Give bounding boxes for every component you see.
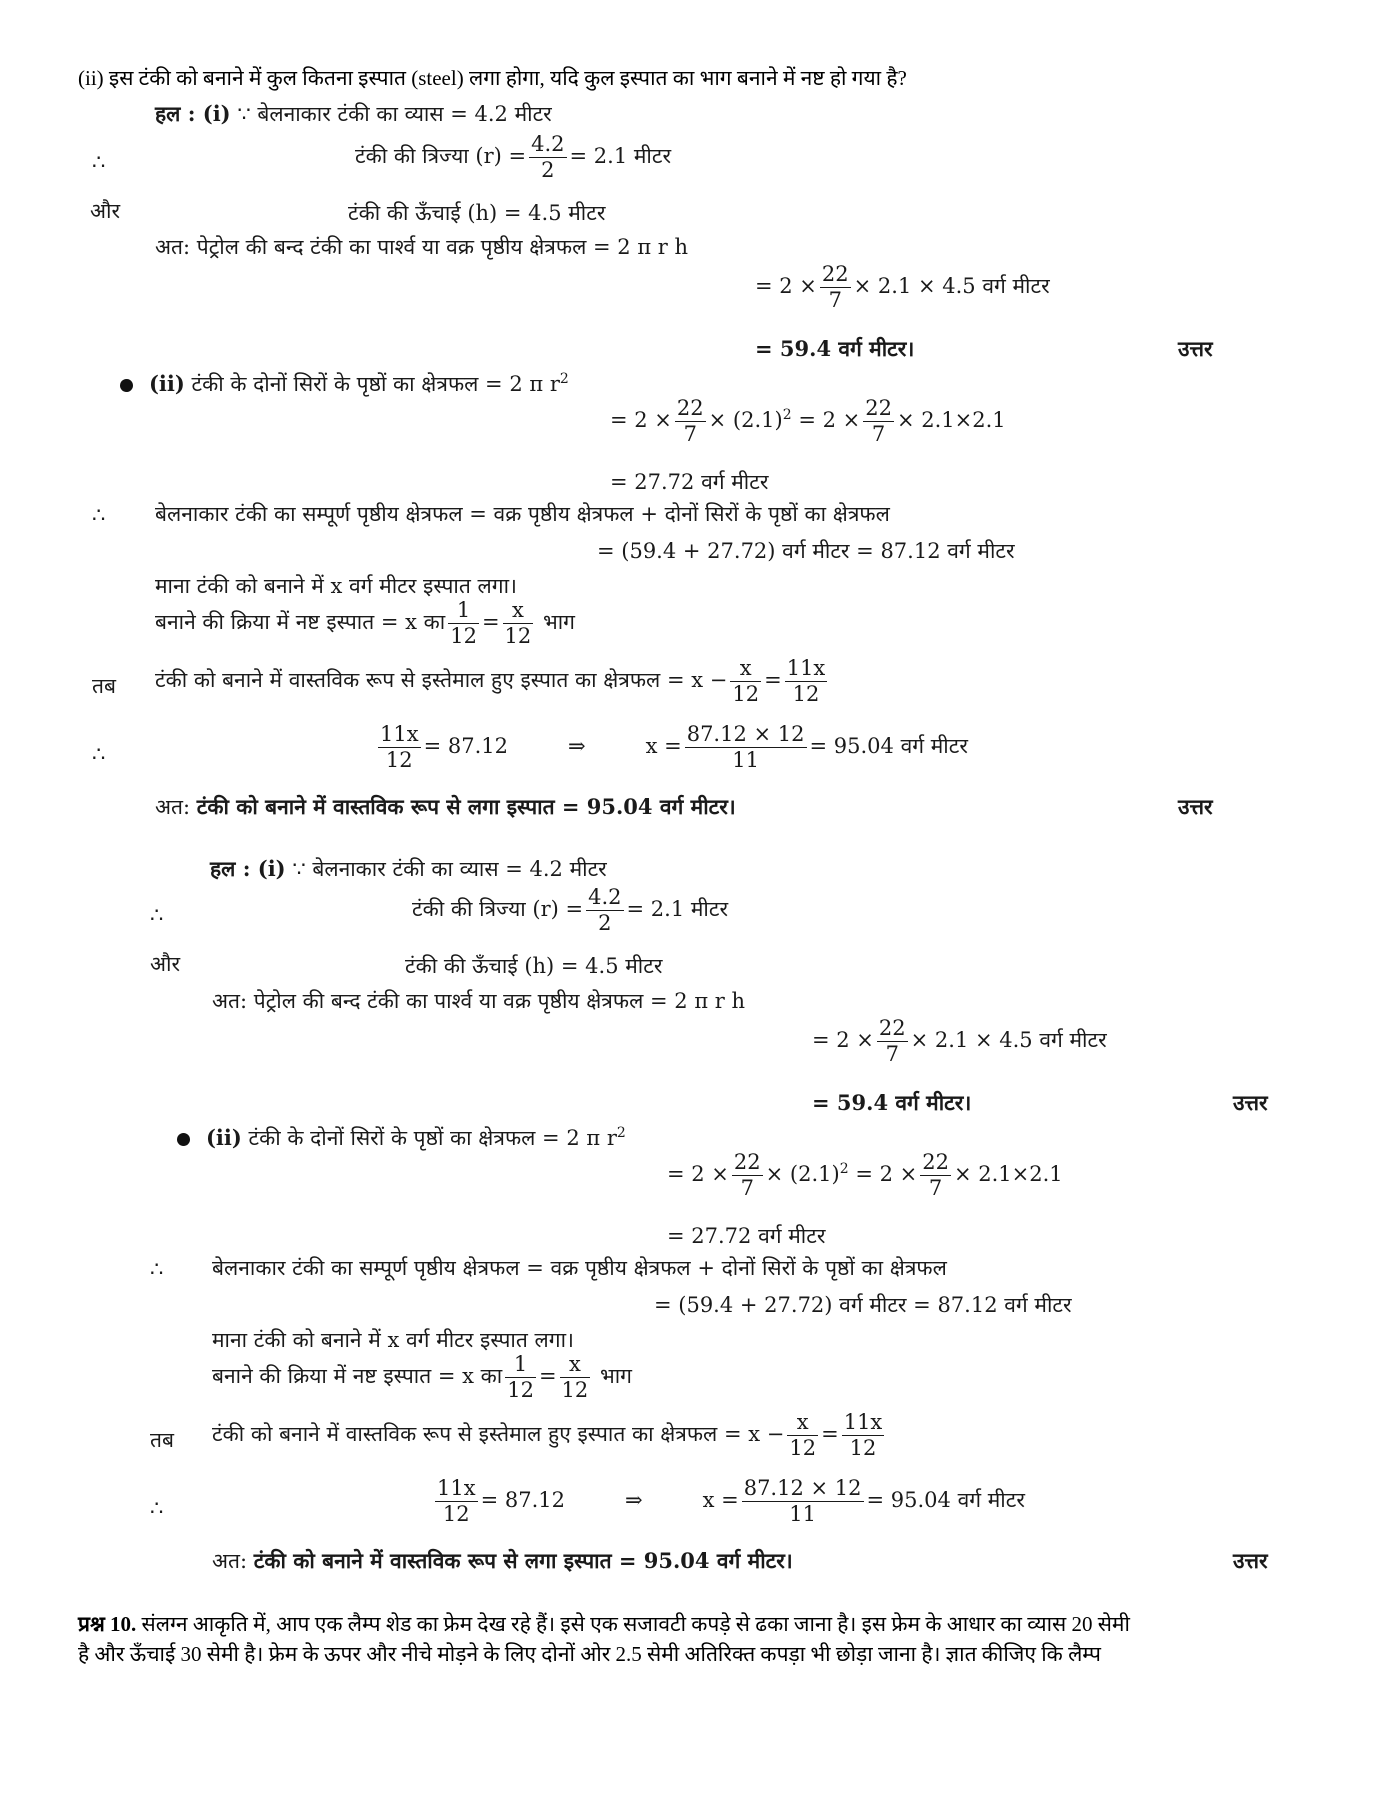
calc-text: अत: — [212, 1549, 248, 1573]
fraction — [435, 1476, 478, 1527]
curved-area-line: अत: पेट्रोल की बन्द टंकी का पार्श्व या वक्र पृष्ठीय क्षेत्रफल = 2 π r h — [212, 989, 746, 1013]
equals: = — [764, 668, 782, 692]
solve-line — [375, 722, 968, 773]
calc-text: अत: — [155, 795, 191, 819]
calc-text: टंकी को बनाने में वास्तविक रूप से इस्तेमाल हुए इस्पात का क्षेत्रफल = x − — [155, 668, 728, 692]
part-label: (ii) — [206, 1125, 242, 1150]
implies-arrow-icon: ⇒ — [567, 734, 586, 758]
calc-text: × 2.1 × 4.5 वर्ग मीटर — [910, 1028, 1107, 1052]
denominator: 12 — [732, 682, 760, 706]
numerator: 11x — [786, 656, 826, 680]
curved-area-calc — [812, 1016, 1107, 1067]
fraction — [529, 132, 566, 183]
question-10-line-2: है और ऊँचाई 30 सेमी है। फ्रेम के ऊपर और नीचे मोड़ने के लिए दोनों ओर 2.5 सेमी अतिरिक्त कपड़ा भी छोड़ा जाना है। ज्ञात कीजिए कि लैम्प — [78, 1642, 1101, 1666]
superscript: 2 — [559, 371, 569, 387]
denominator: 12 — [442, 1502, 470, 1526]
curved-area-result: = 59.4 वर्ग मीटर। — [755, 336, 915, 361]
calc-text: × 2.1 × 4.5 वर्ग मीटर — [853, 274, 1050, 298]
calc-text: = 95.04 वर्ग मीटर — [809, 734, 968, 758]
part-label: हल : (i) — [155, 101, 231, 126]
numerator: 22 — [676, 396, 704, 420]
numerator: 4.2 — [588, 885, 622, 909]
used-steel-line — [212, 1410, 887, 1461]
answer-label: उत्तर — [1178, 794, 1213, 819]
calc-text: = 2 × — [798, 408, 861, 432]
solution-line — [155, 100, 552, 128]
numerator: 11x — [437, 1476, 476, 1500]
fraction — [503, 598, 534, 649]
denominator: 7 — [871, 422, 886, 446]
final-line — [155, 793, 736, 821]
denominator: 7 — [885, 1042, 899, 1066]
calc-text: बनाने की क्रिया में नष्ट इस्पात = x का — [212, 1364, 503, 1388]
used-steel-line — [155, 656, 830, 707]
implies-arrow-icon: ⇒ — [624, 1488, 643, 1512]
denominator: 11 — [732, 748, 759, 772]
height-line: टंकी की ऊँचाई (h) = 4.5 मीटर — [348, 201, 606, 225]
bullet-icon — [177, 1133, 190, 1146]
fraction — [560, 1352, 591, 1403]
therefore-symbol: ∴ — [150, 1496, 164, 1520]
fraction — [863, 396, 894, 447]
part-label: (ii) — [149, 371, 185, 396]
bullet-icon — [120, 379, 133, 392]
fraction — [785, 656, 828, 707]
calc-text: × 2.1×2.1 — [896, 408, 1006, 432]
numerator: 22 — [878, 1016, 906, 1040]
fraction — [586, 885, 623, 936]
ends-area-calc — [610, 396, 1006, 447]
final-result: टंकी को बनाने में वास्तविक रूप से लगा इस्पात = 95.04 वर्ग मीटर। — [196, 794, 736, 819]
height-line: टंकी की ऊँचाई (h) = 4.5 मीटर — [405, 954, 663, 978]
superscript: 2 — [782, 407, 792, 423]
question-tail: (ii) इस टंकी को बनाने में कुल कितना इस्पात (steel) लगा होगा, यदि कुल इस्पात का भाग बनाने में नष्ट हो गया है? — [78, 66, 907, 90]
fraction — [675, 396, 706, 447]
denominator: 12 — [507, 1378, 534, 1402]
fraction — [732, 1150, 763, 1201]
ends-area-result: = 27.72 वर्ग मीटर — [667, 1224, 826, 1248]
fraction — [787, 1410, 818, 1461]
calc-text: = 2 × — [812, 1028, 874, 1052]
numerator: 1 — [448, 598, 479, 624]
ends-area-result: = 27.72 वर्ग मीटर — [610, 470, 769, 494]
fraction — [820, 262, 851, 313]
calc-text: = 2 × — [667, 1162, 729, 1186]
denominator: 2 — [541, 158, 555, 182]
ends-area-text: टंकी के दोनों सिरों के पृष्ठों का क्षेत्रफल = 2 π r — [191, 372, 560, 396]
numerator: 22 — [733, 1150, 761, 1174]
assumption-line: माना टंकी को बनाने में x वर्ग मीटर इस्पात लगा। — [212, 1328, 574, 1352]
final-line — [212, 1547, 793, 1575]
ends-area-line — [177, 1124, 626, 1152]
radius-line — [355, 132, 671, 183]
curved-area-result: = 59.4 वर्ग मीटर। — [812, 1090, 972, 1115]
fraction — [378, 722, 421, 773]
equals: = — [538, 1364, 557, 1388]
fraction — [685, 722, 807, 773]
ends-area-calc — [667, 1150, 1063, 1201]
calc-text: टंकी को बनाने में वास्तविक रूप से इस्तेमाल हुए इस्पात का क्षेत्रफल = x − — [212, 1422, 785, 1446]
numerator: 11x — [843, 1410, 883, 1434]
denominator: 12 — [789, 1436, 817, 1460]
calc-text: × (2.1) — [708, 408, 783, 432]
radius-value: = 2.1 मीटर — [626, 897, 729, 921]
final-result: टंकी को बनाने में वास्तविक रूप से लगा इस्पात = 95.04 वर्ग मीटर। — [253, 1548, 793, 1573]
therefore-symbol: ∴ — [150, 903, 164, 927]
fraction — [920, 1150, 951, 1201]
denominator: 12 — [385, 748, 413, 772]
total-area-calc: = (59.4 + 27.72) वर्ग मीटर = 87.12 वर्ग मीटर — [597, 539, 1015, 563]
numerator: 87.12 × 12 — [686, 722, 805, 746]
denominator: 12 — [450, 624, 477, 648]
fraction — [448, 598, 479, 649]
fraction — [842, 1410, 885, 1461]
numerator: 22 — [922, 1150, 949, 1174]
calc-text: × (2.1) — [765, 1162, 840, 1186]
radius-value: = 2.1 मीटर — [569, 144, 672, 168]
numerator: x — [730, 656, 761, 682]
denominator: 12 — [792, 682, 820, 706]
fraction — [505, 1352, 536, 1403]
curved-area-calc — [755, 262, 1050, 313]
equals: = — [821, 1422, 839, 1446]
assumption-line: माना टंकी को बनाने में x वर्ग मीटर इस्पात लगा। — [155, 574, 517, 598]
numerator: 11x — [380, 722, 419, 746]
ends-area-text: टंकी के दोनों सिरों के पृष्ठों का क्षेत्रफल = 2 π r — [248, 1126, 617, 1150]
wasted-steel-line — [155, 598, 575, 649]
then-label: तब — [92, 674, 116, 698]
numerator: 1 — [505, 1352, 536, 1378]
answer-label: उत्तर — [1233, 1548, 1268, 1573]
answer-label: उत्तर — [1233, 1090, 1268, 1115]
calc-text: × 2.1×2.1 — [953, 1162, 1063, 1186]
ends-area-line — [120, 370, 569, 398]
radius-line — [412, 885, 728, 936]
fraction — [877, 1016, 908, 1067]
numerator: x — [560, 1352, 591, 1378]
calc-text: = 2 × — [755, 274, 817, 298]
denominator: 12 — [504, 624, 532, 648]
calc-text: बनाने की क्रिया में नष्ट इस्पात = x का — [155, 610, 446, 634]
calc-text: = 87.12 — [480, 1488, 565, 1512]
and-label: और — [90, 199, 121, 223]
question-label: प्रश्न 10. — [78, 1612, 137, 1636]
numerator: 87.12 × 12 — [743, 1476, 862, 1500]
calc-text: x = — [702, 1488, 739, 1512]
radius-label: टंकी की त्रिज्या (r) = — [355, 144, 527, 168]
then-label: तब — [150, 1428, 174, 1452]
curved-area-line: अत: पेट्रोल की बन्द टंकी का पार्श्व या वक्र पृष्ठीय क्षेत्रफल = 2 π r h — [155, 235, 689, 259]
numerator: 22 — [821, 262, 849, 286]
wasted-steel-line — [212, 1352, 632, 1403]
numerator: 4.2 — [531, 132, 565, 156]
equals: = — [481, 610, 500, 634]
superscript: 2 — [616, 1125, 626, 1141]
numerator: x — [787, 1410, 818, 1436]
radius-label: टंकी की त्रिज्या (r) = — [412, 897, 584, 921]
calc-text: भाग — [599, 1364, 632, 1388]
denominator: 7 — [828, 288, 842, 312]
therefore-symbol: ∴ — [92, 742, 106, 766]
denominator: 7 — [683, 422, 697, 446]
calc-text: = 95.04 वर्ग मीटर — [866, 1488, 1025, 1512]
diameter-statement: ∵ बेलनाकार टंकी का व्यास = 4.2 मीटर — [292, 857, 607, 881]
calc-text: x = — [645, 734, 682, 758]
solve-line — [432, 1476, 1025, 1527]
therefore-symbol: ∴ — [92, 503, 106, 527]
question-10-line-1 — [78, 1610, 1130, 1638]
total-area-line: बेलनाकार टंकी का सम्पूर्ण पृष्ठीय क्षेत्रफल = वक्र पृष्ठीय क्षेत्रफल + दोनों सिरों के पृष्ठों का क्षेत्रफल — [212, 1256, 947, 1280]
denominator: 11 — [789, 1502, 816, 1526]
denominator: 12 — [849, 1436, 877, 1460]
calc-text: = 87.12 — [423, 734, 508, 758]
answer-label: उत्तर — [1178, 336, 1213, 361]
total-area-line: बेलनाकार टंकी का सम्पूर्ण पृष्ठीय क्षेत्रफल = वक्र पृष्ठीय क्षेत्रफल + दोनों सिरों के पृष्ठों का क्षेत्रफल — [155, 502, 890, 526]
fraction — [742, 1476, 864, 1527]
numerator: x — [503, 598, 534, 624]
therefore-symbol: ∴ — [92, 150, 106, 174]
fraction — [730, 656, 761, 707]
question-text: संलग्न आकृति में, आप एक लैम्प शेड का फ्रेम देख रहे हैं। इसे एक सजावटी कपड़े से ढका जाना है। इस फ्रेम के आधार का व्यास 20 सेमी — [141, 1612, 1130, 1636]
denominator: 7 — [740, 1176, 754, 1200]
denominator: 7 — [928, 1176, 943, 1200]
total-area-calc: = (59.4 + 27.72) वर्ग मीटर = 87.12 वर्ग मीटर — [654, 1293, 1072, 1317]
calc-text: = 2 × — [610, 408, 672, 432]
denominator: 2 — [598, 911, 612, 935]
part-label: हल : (i) — [210, 856, 286, 881]
and-label: और — [150, 952, 181, 976]
solution-line — [210, 855, 607, 883]
denominator: 12 — [561, 1378, 589, 1402]
therefore-symbol: ∴ — [150, 1257, 164, 1281]
numerator: 22 — [865, 396, 892, 420]
diameter-statement: ∵ बेलनाकार टंकी का व्यास = 4.2 मीटर — [237, 102, 552, 126]
calc-text: भाग — [542, 610, 575, 634]
calc-text: = 2 × — [855, 1162, 918, 1186]
superscript: 2 — [839, 1161, 849, 1177]
